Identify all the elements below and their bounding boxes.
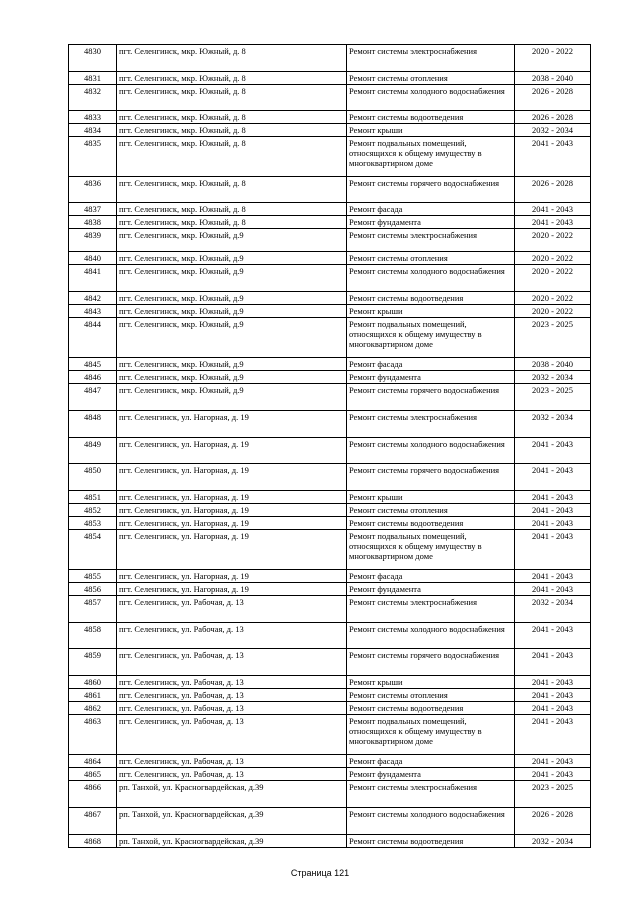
work-type-cell: Ремонт системы холодного водоснабжения xyxy=(347,438,515,464)
period-cell: 2041 - 2043 xyxy=(515,491,591,504)
row-number: 4845 xyxy=(69,358,117,371)
work-type-cell: Ремонт системы горячего водоснабжения xyxy=(347,464,515,491)
address-cell: пгт. Селенгинск, ул. Нагорная, д. 19 xyxy=(117,570,347,583)
work-type-cell: Ремонт системы водоотведения xyxy=(347,292,515,305)
row-number: 4838 xyxy=(69,216,117,229)
row-number: 4859 xyxy=(69,649,117,676)
row-number: 4854 xyxy=(69,530,117,570)
row-number: 4850 xyxy=(69,464,117,491)
table-row xyxy=(69,715,591,755)
row-number: 4863 xyxy=(69,715,117,755)
table-row xyxy=(69,358,591,371)
row-number: 4864 xyxy=(69,755,117,768)
work-type-cell: Ремонт системы холодного водоснабжения xyxy=(347,808,515,835)
work-type-cell: Ремонт подвальных помещений, относящихся к общему имуществу в многоквартирном доме xyxy=(347,715,515,755)
period-cell: 2020 - 2022 xyxy=(515,292,591,305)
table-row xyxy=(69,216,591,229)
address-cell: пгт. Селенгинск, мкр. Южный, д.9 xyxy=(117,252,347,265)
period-cell: 2023 - 2025 xyxy=(515,781,591,808)
work-type-cell: Ремонт фасада xyxy=(347,358,515,371)
work-type-cell: Ремонт подвальных помещений, относящихся к общему имуществу в многоквартирном доме xyxy=(347,137,515,177)
work-type-cell: Ремонт системы водоотведения xyxy=(347,517,515,530)
period-cell: 2023 - 2025 xyxy=(515,384,591,411)
address-cell: пгт. Селенгинск, мкр. Южный, д. 8 xyxy=(117,124,347,137)
work-type-cell: Ремонт системы горячего водоснабжения xyxy=(347,384,515,411)
table-row xyxy=(69,265,591,292)
table-row xyxy=(69,137,591,177)
table-row xyxy=(69,45,591,72)
row-number: 4834 xyxy=(69,124,117,137)
work-type-cell: Ремонт системы отопления xyxy=(347,72,515,85)
row-number: 4860 xyxy=(69,676,117,689)
work-type-cell: Ремонт системы водоотведения xyxy=(347,702,515,715)
row-number: 4868 xyxy=(69,835,117,848)
work-type-cell: Ремонт системы электроснабжения xyxy=(347,781,515,808)
address-cell: пгт. Селенгинск, ул. Рабочая, д. 13 xyxy=(117,676,347,689)
period-cell: 2041 - 2043 xyxy=(515,689,591,702)
work-type-cell: Ремонт фасада xyxy=(347,570,515,583)
work-type-cell: Ремонт системы холодного водоснабжения xyxy=(347,85,515,111)
period-cell: 2041 - 2043 xyxy=(515,504,591,517)
work-type-cell: Ремонт системы водоотведения xyxy=(347,111,515,124)
row-number: 4832 xyxy=(69,85,117,111)
table-row xyxy=(69,689,591,702)
row-number: 4857 xyxy=(69,596,117,623)
table-row xyxy=(69,491,591,504)
work-type-cell: Ремонт фундамента xyxy=(347,768,515,781)
row-number: 4866 xyxy=(69,781,117,808)
period-cell: 2038 - 2040 xyxy=(515,72,591,85)
address-cell: пгт. Селенгинск, ул. Рабочая, д. 13 xyxy=(117,623,347,649)
table-row xyxy=(69,702,591,715)
table-row xyxy=(69,596,591,623)
work-type-cell: Ремонт фасада xyxy=(347,755,515,768)
table-body xyxy=(69,45,591,848)
period-cell: 2032 - 2034 xyxy=(515,411,591,438)
work-type-cell: Ремонт фундамента xyxy=(347,216,515,229)
address-cell: пгт. Селенгинск, ул. Нагорная, д. 19 xyxy=(117,583,347,596)
period-cell: 2020 - 2022 xyxy=(515,252,591,265)
table-row xyxy=(69,676,591,689)
work-type-cell: Ремонт фундамента xyxy=(347,583,515,596)
address-cell: пгт. Селенгинск, мкр. Южный, д. 8 xyxy=(117,111,347,124)
work-type-cell: Ремонт фасада xyxy=(347,203,515,216)
row-number: 4830 xyxy=(69,45,117,72)
row-number: 4831 xyxy=(69,72,117,85)
table-row xyxy=(69,438,591,464)
period-cell: 2026 - 2028 xyxy=(515,85,591,111)
row-number: 4833 xyxy=(69,111,117,124)
period-cell: 2032 - 2034 xyxy=(515,371,591,384)
table-row xyxy=(69,808,591,835)
table-row xyxy=(69,305,591,318)
work-type-cell: Ремонт фундамента xyxy=(347,371,515,384)
row-number: 4846 xyxy=(69,371,117,384)
period-cell: 2041 - 2043 xyxy=(515,623,591,649)
address-cell: пгт. Селенгинск, мкр. Южный, д.9 xyxy=(117,358,347,371)
work-type-cell: Ремонт подвальных помещений, относящихся к общему имуществу в многоквартирном доме xyxy=(347,318,515,358)
table-row xyxy=(69,318,591,358)
row-number: 4862 xyxy=(69,702,117,715)
row-number: 4835 xyxy=(69,137,117,177)
period-cell: 2041 - 2043 xyxy=(515,203,591,216)
table-row xyxy=(69,177,591,203)
address-cell: пгт. Селенгинск, ул. Рабочая, д. 13 xyxy=(117,702,347,715)
period-cell: 2023 - 2025 xyxy=(515,318,591,358)
address-cell: пгт. Селенгинск, мкр. Южный, д.9 xyxy=(117,318,347,358)
period-cell: 2041 - 2043 xyxy=(515,649,591,676)
table-row xyxy=(69,755,591,768)
table-row xyxy=(69,371,591,384)
row-number: 4865 xyxy=(69,768,117,781)
period-cell: 2041 - 2043 xyxy=(515,702,591,715)
address-cell: пгт. Селенгинск, мкр. Южный, д.9 xyxy=(117,265,347,292)
period-cell: 2032 - 2034 xyxy=(515,835,591,848)
work-type-cell: Ремонт системы электроснабжения xyxy=(347,45,515,72)
work-type-cell: Ремонт системы холодного водоснабжения xyxy=(347,623,515,649)
period-cell: 2032 - 2034 xyxy=(515,596,591,623)
table-row xyxy=(69,781,591,808)
period-cell: 2026 - 2028 xyxy=(515,177,591,203)
row-number: 4844 xyxy=(69,318,117,358)
table-row xyxy=(69,570,591,583)
period-cell: 2041 - 2043 xyxy=(515,438,591,464)
row-number: 4858 xyxy=(69,623,117,649)
work-type-cell: Ремонт крыши xyxy=(347,491,515,504)
work-type-cell: Ремонт крыши xyxy=(347,124,515,137)
period-cell: 2026 - 2028 xyxy=(515,808,591,835)
row-number: 4843 xyxy=(69,305,117,318)
table-row xyxy=(69,72,591,85)
address-cell: пгт. Селенгинск, ул. Рабочая, д. 13 xyxy=(117,596,347,623)
address-cell: пгт. Селенгинск, мкр. Южный, д.9 xyxy=(117,384,347,411)
period-cell: 2041 - 2043 xyxy=(515,570,591,583)
period-cell: 2041 - 2043 xyxy=(515,530,591,570)
address-cell: пгт. Селенгинск, мкр. Южный, д. 8 xyxy=(117,45,347,72)
table-row xyxy=(69,111,591,124)
table-row xyxy=(69,85,591,111)
period-cell: 2041 - 2043 xyxy=(515,768,591,781)
work-type-cell: Ремонт системы отопления xyxy=(347,252,515,265)
table-row xyxy=(69,530,591,570)
period-cell: 2020 - 2022 xyxy=(515,45,591,72)
period-cell: 2026 - 2028 xyxy=(515,111,591,124)
row-number: 4849 xyxy=(69,438,117,464)
address-cell: пгт. Селенгинск, ул. Нагорная, д. 19 xyxy=(117,464,347,491)
row-number: 4837 xyxy=(69,203,117,216)
address-cell: пгт. Селенгинск, мкр. Южный, д. 8 xyxy=(117,216,347,229)
address-cell: пгт. Селенгинск, мкр. Южный, д.9 xyxy=(117,229,347,252)
row-number: 4861 xyxy=(69,689,117,702)
address-cell: пгт. Селенгинск, ул. Нагорная, д. 19 xyxy=(117,411,347,438)
table-row xyxy=(69,768,591,781)
table-row xyxy=(69,583,591,596)
table-row xyxy=(69,411,591,438)
work-type-cell: Ремонт системы отопления xyxy=(347,504,515,517)
table-row xyxy=(69,504,591,517)
address-cell: рп. Танхой, ул. Красногвардейская, д.39 xyxy=(117,808,347,835)
address-cell: пгт. Селенгинск, мкр. Южный, д. 8 xyxy=(117,85,347,111)
work-type-cell: Ремонт системы электроснабжения xyxy=(347,411,515,438)
address-cell: пгт. Селенгинск, мкр. Южный, д.9 xyxy=(117,305,347,318)
period-cell: 2041 - 2043 xyxy=(515,464,591,491)
address-cell: пгт. Селенгинск, мкр. Южный, д. 8 xyxy=(117,177,347,203)
period-cell: 2041 - 2043 xyxy=(515,137,591,177)
period-cell: 2041 - 2043 xyxy=(515,676,591,689)
page-number: Страница 121 xyxy=(290,868,350,878)
work-type-cell: Ремонт системы отопления xyxy=(347,689,515,702)
work-type-cell: Ремонт системы горячего водоснабжения xyxy=(347,177,515,203)
period-cell: 2041 - 2043 xyxy=(515,216,591,229)
table-row xyxy=(69,384,591,411)
period-cell: 2041 - 2043 xyxy=(515,715,591,755)
row-number: 4847 xyxy=(69,384,117,411)
row-number: 4839 xyxy=(69,229,117,252)
address-cell: пгт. Селенгинск, ул. Рабочая, д. 13 xyxy=(117,755,347,768)
row-number: 4855 xyxy=(69,570,117,583)
period-cell: 2041 - 2043 xyxy=(515,755,591,768)
period-cell: 2041 - 2043 xyxy=(515,583,591,596)
address-cell: пгт. Селенгинск, мкр. Южный, д.9 xyxy=(117,292,347,305)
work-type-cell: Ремонт крыши xyxy=(347,305,515,318)
row-number: 4856 xyxy=(69,583,117,596)
row-number: 4842 xyxy=(69,292,117,305)
work-type-cell: Ремонт системы водоотведения xyxy=(347,835,515,848)
work-type-cell: Ремонт системы горячего водоснабжения xyxy=(347,649,515,676)
address-cell: рп. Танхой, ул. Красногвардейская, д.39 xyxy=(117,835,347,848)
address-cell: пгт. Селенгинск, ул. Рабочая, д. 13 xyxy=(117,715,347,755)
table-row xyxy=(69,292,591,305)
period-cell: 2038 - 2040 xyxy=(515,358,591,371)
address-cell: пгт. Селенгинск, мкр. Южный, д. 8 xyxy=(117,137,347,177)
row-number: 4841 xyxy=(69,265,117,292)
row-number: 4852 xyxy=(69,504,117,517)
address-cell: пгт. Селенгинск, ул. Нагорная, д. 19 xyxy=(117,504,347,517)
address-cell: пгт. Селенгинск, ул. Рабочая, д. 13 xyxy=(117,649,347,676)
address-cell: пгт. Селенгинск, мкр. Южный, д.9 xyxy=(117,371,347,384)
table-row xyxy=(69,124,591,137)
address-cell: пгт. Селенгинск, ул. Нагорная, д. 19 xyxy=(117,491,347,504)
address-cell: пгт. Селенгинск, ул. Нагорная, д. 19 xyxy=(117,438,347,464)
period-cell: 2020 - 2022 xyxy=(515,229,591,252)
row-number: 4840 xyxy=(69,252,117,265)
address-cell: пгт. Селенгинск, ул. Нагорная, д. 19 xyxy=(117,517,347,530)
table-row xyxy=(69,623,591,649)
period-cell: 2032 - 2034 xyxy=(515,124,591,137)
row-number: 4867 xyxy=(69,808,117,835)
table-row xyxy=(69,835,591,848)
row-number: 4851 xyxy=(69,491,117,504)
table-row xyxy=(69,252,591,265)
address-cell: пгт. Селенгинск, мкр. Южный, д. 8 xyxy=(117,72,347,85)
row-number: 4848 xyxy=(69,411,117,438)
row-number: 4853 xyxy=(69,517,117,530)
address-cell: пгт. Селенгинск, ул. Нагорная, д. 19 xyxy=(117,530,347,570)
table-row xyxy=(69,464,591,491)
address-cell: пгт. Селенгинск, ул. Рабочая, д. 13 xyxy=(117,689,347,702)
address-cell: пгт. Селенгинск, ул. Рабочая, д. 13 xyxy=(117,768,347,781)
work-type-cell: Ремонт подвальных помещений, относящихся к общему имуществу в многоквартирном доме xyxy=(347,530,515,570)
register-table xyxy=(68,44,591,848)
work-type-cell: Ремонт крыши xyxy=(347,676,515,689)
address-cell: пгт. Селенгинск, мкр. Южный, д. 8 xyxy=(117,203,347,216)
table-row xyxy=(69,203,591,216)
work-type-cell: Ремонт системы электроснабжения xyxy=(347,229,515,252)
row-number: 4836 xyxy=(69,177,117,203)
work-type-cell: Ремонт системы холодного водоснабжения xyxy=(347,265,515,292)
table-row xyxy=(69,517,591,530)
period-cell: 2020 - 2022 xyxy=(515,305,591,318)
work-type-cell: Ремонт системы электроснабжения xyxy=(347,596,515,623)
table-row xyxy=(69,229,591,252)
table-row xyxy=(69,649,591,676)
period-cell: 2020 - 2022 xyxy=(515,265,591,292)
period-cell: 2041 - 2043 xyxy=(515,517,591,530)
address-cell: рп. Танхой, ул. Красногвардейская, д.39 xyxy=(117,781,347,808)
